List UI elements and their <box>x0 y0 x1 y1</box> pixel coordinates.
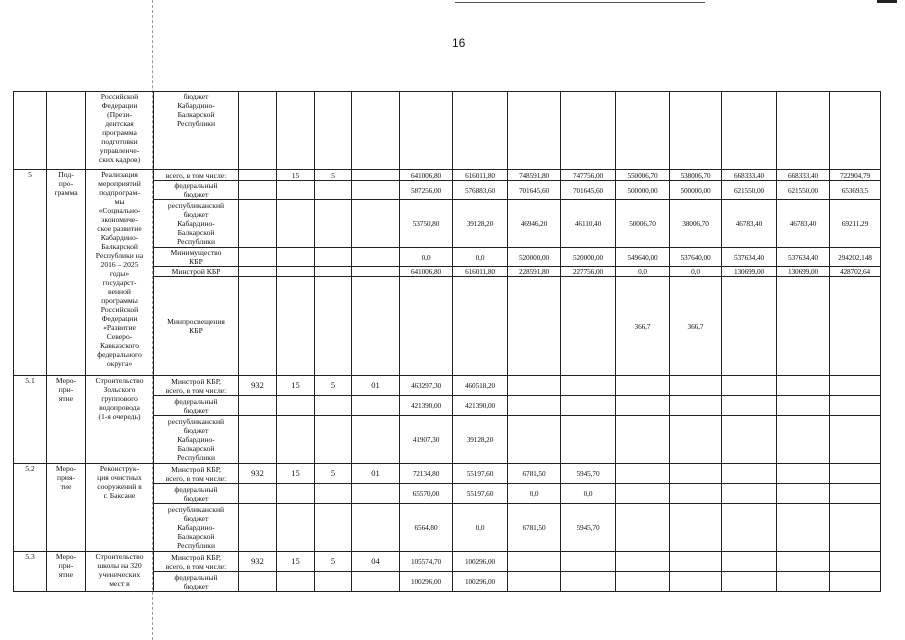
table-cell: 6564,80 <box>400 504 453 552</box>
table-cell <box>315 572 352 592</box>
table-cell <box>722 277 777 376</box>
table-cell: 576883,60 <box>453 181 508 200</box>
table-cell <box>352 181 400 200</box>
table-cell: 538006,70 <box>670 170 722 181</box>
table-row <box>14 464 881 484</box>
table-cell <box>239 484 277 504</box>
table-cell <box>239 416 277 464</box>
table-cell <box>239 200 277 248</box>
page-number: 16 <box>452 36 466 50</box>
table-cell: 01 <box>352 376 400 396</box>
table-cell <box>400 92 453 170</box>
table-row <box>14 170 881 181</box>
table-cell <box>561 277 616 376</box>
table-cell <box>315 396 352 416</box>
table-cell <box>616 572 670 592</box>
table-cell: республиканский бюджет Кабардино- Балкарской Республики <box>154 504 239 552</box>
table-cell: Минстрой КБР, всего, в том числе: <box>154 376 239 396</box>
table-cell <box>239 248 277 267</box>
table-cell: 421390,00 <box>453 396 508 416</box>
table-cell: 0,0 <box>670 267 722 277</box>
table-cell <box>777 504 830 552</box>
table-cell <box>508 92 561 170</box>
table-cell: республиканский бюджет Кабардино- Балкарской Республики <box>154 416 239 464</box>
table-cell <box>616 396 670 416</box>
table-cell: 668333,40 <box>777 170 830 181</box>
table-cell: 50006,70 <box>616 200 670 248</box>
table-cell: 6781,50 <box>508 464 561 484</box>
table-cell: 5.2 <box>14 464 47 552</box>
table-cell: Минстрой КБР, всего, в том числе: <box>154 552 239 572</box>
table-cell: 5945,70 <box>561 504 616 552</box>
table-cell <box>315 504 352 552</box>
table-cell: 520000,00 <box>561 248 616 267</box>
table-cell <box>277 572 315 592</box>
table-row <box>14 376 881 396</box>
table-cell: 537634,40 <box>722 248 777 267</box>
table-cell <box>722 504 777 552</box>
table-cell <box>722 464 777 484</box>
table-cell <box>453 277 508 376</box>
table-cell: 53750,80 <box>400 200 453 248</box>
table-cell <box>508 416 561 464</box>
table-cell: 428702,64 <box>830 267 881 277</box>
table-cell <box>508 396 561 416</box>
table-cell: 537640,00 <box>670 248 722 267</box>
table-cell: 0,0 <box>561 484 616 504</box>
table-cell: 5 <box>315 376 352 396</box>
budget-table-body <box>14 92 881 592</box>
table-cell <box>616 376 670 396</box>
table-cell <box>777 277 830 376</box>
table-cell: 549640,00 <box>616 248 670 267</box>
table-cell <box>352 170 400 181</box>
table-cell: 932 <box>239 552 277 572</box>
table-cell: Меро- при- ятие <box>47 376 86 464</box>
table-cell: 653693,5 <box>830 181 881 200</box>
table-cell: 5 <box>14 170 47 376</box>
table-cell <box>722 376 777 396</box>
table-cell: Под- про- грамма <box>47 170 86 376</box>
table-cell: Меро- прия- тие <box>47 464 86 552</box>
table-cell <box>453 92 508 170</box>
table-cell: Строительство школы на 320 ученических мест в <box>86 552 154 592</box>
table-row <box>14 552 881 572</box>
table-cell <box>315 484 352 504</box>
table-cell: 0,0 <box>453 504 508 552</box>
scan-corner-mark <box>877 0 897 3</box>
table-cell: 421390,00 <box>400 396 453 416</box>
table-cell <box>777 396 830 416</box>
table-cell <box>670 92 722 170</box>
table-cell <box>277 504 315 552</box>
table-cell <box>670 484 722 504</box>
table-cell <box>315 248 352 267</box>
table-cell <box>616 416 670 464</box>
table-cell: 39128,20 <box>453 200 508 248</box>
table-cell: 15 <box>277 170 315 181</box>
table-cell <box>722 484 777 504</box>
table-cell <box>315 416 352 464</box>
table-cell <box>830 92 881 170</box>
table-cell: 520000,00 <box>508 248 561 267</box>
table-cell <box>277 267 315 277</box>
table-cell <box>670 376 722 396</box>
table-cell <box>239 277 277 376</box>
table-cell: 500000,00 <box>616 181 670 200</box>
table-cell <box>47 92 86 170</box>
table-cell: 616011,80 <box>453 267 508 277</box>
table-cell: республиканский бюджет Кабардино- Балкарской Республики <box>154 200 239 248</box>
table-cell <box>722 92 777 170</box>
table-cell: 366,7 <box>670 277 722 376</box>
table-cell <box>616 552 670 572</box>
table-cell <box>830 416 881 464</box>
table-cell <box>670 552 722 572</box>
table-cell: бюджет Кабардино- Балкарской Республики <box>154 92 239 170</box>
table-cell: 46110,40 <box>561 200 616 248</box>
table-cell <box>277 248 315 267</box>
table-cell <box>616 484 670 504</box>
table-cell: 100296,00 <box>453 552 508 572</box>
table-cell: 748591,80 <box>508 170 561 181</box>
table-cell: 616011,80 <box>453 170 508 181</box>
table-cell: 130699,00 <box>722 267 777 277</box>
table-cell <box>315 181 352 200</box>
table-cell: 100296,00 <box>453 572 508 592</box>
table-cell: 701645,60 <box>508 181 561 200</box>
table-cell <box>352 200 400 248</box>
table-cell: Минимущество КБР <box>154 248 239 267</box>
table-cell <box>239 92 277 170</box>
table-cell: федеральный бюджет <box>154 181 239 200</box>
table-cell <box>670 396 722 416</box>
table-cell <box>561 552 616 572</box>
table-cell: 55197,60 <box>453 484 508 504</box>
table-cell: 46783,40 <box>777 200 830 248</box>
table-cell: федеральный бюджет <box>154 572 239 592</box>
table-cell: 46783,40 <box>722 200 777 248</box>
table-cell <box>352 416 400 464</box>
table-cell <box>722 552 777 572</box>
table-cell: 294202,148 <box>830 248 881 267</box>
table-cell <box>670 504 722 552</box>
table-cell: 39128,20 <box>453 416 508 464</box>
table-cell: 668333,40 <box>722 170 777 181</box>
table-cell: 0,0 <box>616 267 670 277</box>
table-cell <box>352 92 400 170</box>
table-row <box>14 92 881 170</box>
table-cell: 587256,00 <box>400 181 453 200</box>
table-cell <box>670 464 722 484</box>
table-cell: Реконструк- ция очистных сооружений в г. Баксане <box>86 464 154 552</box>
table-cell: 38006,70 <box>670 200 722 248</box>
table-cell <box>616 464 670 484</box>
table-cell <box>352 572 400 592</box>
table-cell <box>277 416 315 464</box>
table-cell: 500000,00 <box>670 181 722 200</box>
table-cell: 04 <box>352 552 400 572</box>
table-cell: 932 <box>239 376 277 396</box>
table-cell: Минстрой КБР, всего, в том числе: <box>154 464 239 484</box>
table-cell: Российской Федерации (Прези- дентская программа подготовки управленче- ских кадров) <box>86 92 154 170</box>
table-cell: 46946,20 <box>508 200 561 248</box>
table-cell: 41907,30 <box>400 416 453 464</box>
table-cell <box>670 572 722 592</box>
table-cell: 0,0 <box>508 484 561 504</box>
table-cell: 72134,80 <box>400 464 453 484</box>
table-cell <box>561 396 616 416</box>
table-cell: 01 <box>352 464 400 484</box>
budget-table <box>13 91 881 592</box>
table-cell: 460518,20 <box>453 376 508 396</box>
table-cell: 5 <box>315 552 352 572</box>
table-cell <box>14 92 47 170</box>
table-cell: 228591,80 <box>508 267 561 277</box>
table-cell: 0,0 <box>400 248 453 267</box>
table-cell: Меро- при- ятие <box>47 552 86 592</box>
table-cell <box>777 92 830 170</box>
table-cell <box>315 277 352 376</box>
table-cell: Реализация мероприятий подпрограм- мы «Социально- экономиче- ское развитие Кабардино- Балкарской Республики на 2016 – 2025 годы» государст- венной программы Российской Федерации «Развитие Северо- Кавказского федерального округа» <box>86 170 154 376</box>
table-cell: 5 <box>315 170 352 181</box>
table-cell: 366,7 <box>616 277 670 376</box>
table-cell: Минпросвещения КБР <box>154 277 239 376</box>
table-cell <box>277 277 315 376</box>
table-cell: 5.3 <box>14 552 47 592</box>
table-cell <box>777 552 830 572</box>
table-cell: 5945,70 <box>561 464 616 484</box>
table-cell <box>777 464 830 484</box>
table-cell <box>277 484 315 504</box>
table-cell: федеральный бюджет <box>154 484 239 504</box>
table-cell <box>722 416 777 464</box>
table-cell <box>830 552 881 572</box>
table-cell: 722904,79 <box>830 170 881 181</box>
table-cell: 227756,00 <box>561 267 616 277</box>
table-cell <box>777 416 830 464</box>
table-cell: 537634,40 <box>777 248 830 267</box>
table-cell <box>277 200 315 248</box>
table-cell: федеральный бюджет <box>154 396 239 416</box>
table-cell: 6781,50 <box>508 504 561 552</box>
table-cell <box>722 396 777 416</box>
table-cell: 5.1 <box>14 376 47 464</box>
table-cell <box>315 200 352 248</box>
table-cell <box>315 92 352 170</box>
table-cell <box>561 92 616 170</box>
table-cell <box>830 504 881 552</box>
table-cell <box>561 572 616 592</box>
table-cell: Строительство Зольского группового водопровода (1-я очередь) <box>86 376 154 464</box>
table-cell <box>277 396 315 416</box>
table-cell <box>352 484 400 504</box>
table-cell: 621550,00 <box>777 181 830 200</box>
table-cell: 100296,00 <box>400 572 453 592</box>
table-cell <box>239 170 277 181</box>
table-cell <box>277 92 315 170</box>
table-cell <box>315 267 352 277</box>
table-cell <box>722 572 777 592</box>
table-cell: 65570,00 <box>400 484 453 504</box>
table-cell <box>830 396 881 416</box>
table-cell <box>239 396 277 416</box>
table-cell <box>777 376 830 396</box>
table-cell: Минстрой КБР <box>154 267 239 277</box>
table-cell <box>830 484 881 504</box>
table-cell: 747756,00 <box>561 170 616 181</box>
table-cell: 15 <box>277 464 315 484</box>
table-cell <box>277 181 315 200</box>
table-cell: 15 <box>277 552 315 572</box>
table-cell: 701645,60 <box>561 181 616 200</box>
table-cell <box>508 277 561 376</box>
table-cell <box>400 277 453 376</box>
table-cell <box>239 181 277 200</box>
table-cell: 463297,30 <box>400 376 453 396</box>
table-cell: 15 <box>277 376 315 396</box>
table-cell <box>777 484 830 504</box>
table-cell: 5 <box>315 464 352 484</box>
table-cell: 130699,00 <box>777 267 830 277</box>
table-cell <box>239 572 277 592</box>
table-cell: 641006,80 <box>400 170 453 181</box>
table-cell <box>508 552 561 572</box>
table-cell: 55197,60 <box>453 464 508 484</box>
table-cell: 105574,70 <box>400 552 453 572</box>
table-cell: 621550,00 <box>722 181 777 200</box>
table-cell <box>352 248 400 267</box>
table-cell <box>352 504 400 552</box>
table-cell <box>561 376 616 396</box>
table-cell <box>670 416 722 464</box>
table-cell <box>616 92 670 170</box>
table-cell <box>616 504 670 552</box>
table-cell: 641006,80 <box>400 267 453 277</box>
table-cell <box>239 267 277 277</box>
table-cell <box>830 464 881 484</box>
table-cell: 0,0 <box>453 248 508 267</box>
table-cell <box>239 504 277 552</box>
table-cell <box>777 572 830 592</box>
table-cell <box>561 416 616 464</box>
table-cell: всего, в том числе: <box>154 170 239 181</box>
table-cell <box>508 376 561 396</box>
table-cell <box>830 277 881 376</box>
table-cell: 932 <box>239 464 277 484</box>
table-cell <box>352 277 400 376</box>
scan-top-rule <box>455 2 705 3</box>
table-cell: 550006,70 <box>616 170 670 181</box>
table-cell <box>508 572 561 592</box>
table-cell <box>830 376 881 396</box>
table-cell <box>352 396 400 416</box>
table-cell <box>352 267 400 277</box>
table-cell <box>830 572 881 592</box>
table-cell: 69211,29 <box>830 200 881 248</box>
